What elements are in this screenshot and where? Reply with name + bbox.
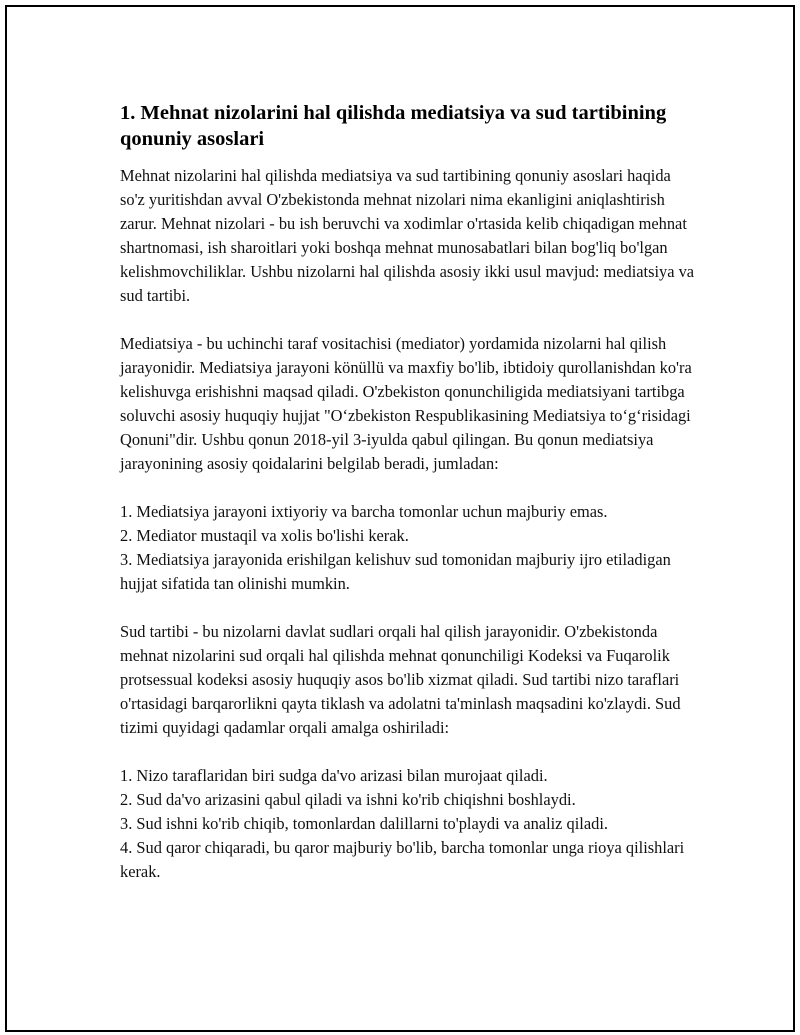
document-body bbox=[120, 100, 699, 884]
list-item: 4. Sud qaror chiqaradi, bu qaror majburiy bo'lib, barcha tomonlar unga rioya qilishlari kerak. bbox=[120, 838, 685, 881]
mediation-rules-list bbox=[120, 500, 695, 596]
court-paragraph: Sud tartibi - bu nizolarni davlat sudlari orqali hal qilish jarayonidir. O'zbekistonda mehnat nizolarini sud orqali hal qilishda mehnat qonunchiligi Kodeksi va Fuqarolik protsessual kodeksi asosiy huquqiy asos bo'lib xizmat qiladi. Sud tartibi nizo taraflari o'rtasidagi barqarorlikni qayta tiklash va adolatni ta'minlash maqsadini ko'zlaydi. Sud tizimi quyidagi qadamlar orqali amalga oshiriladi: bbox=[120, 622, 685, 737]
section-heading: 1. Mehnat nizolarini hal qilishda mediatsiya va sud tartibining qonuniy asoslari bbox=[120, 102, 667, 150]
list-item: 2. Sud da'vo arizasini qabul qiladi va ishni ko'rib chiqishni boshlaydi. bbox=[120, 790, 576, 809]
paragraph-gap bbox=[120, 308, 695, 332]
paragraph-gap bbox=[120, 740, 695, 764]
page-frame bbox=[5, 5, 795, 1032]
mediation-paragraph: Mediatsiya - bu uchinchi taraf vositachisi (mediator) yordamida nizolarni hal qilish jarayonidir. Mediatsiya jarayoni könüllü va maxfiy bo'lib, ibtidoiy qurollanishdan ko'ra kelishuvga erishishni maqsad qiladi. O'zbekiston qonunchiligida mediatsiyani tartibga soluvchi asosiy huquqiy hujjat "O‘zbekiston Respublikasining Mediatsiya to‘g‘risidagi Qonuni"dir. Ushbu qonun 2018-yil 3-iyulda qabul qilingan. Bu qonun mediatsiya jarayonining asosiy qoidalarini belgilab beradi, jumladan: bbox=[120, 334, 696, 473]
court-steps-list bbox=[120, 764, 695, 884]
paragraph-gap bbox=[120, 596, 695, 620]
list-item: 1. Mediatsiya jarayoni ixtiyoriy va barcha tomonlar uchun majburiy emas. bbox=[120, 502, 608, 521]
paragraph-gap bbox=[120, 476, 695, 500]
list-item: 2. Mediator mustaqil va xolis bo'lishi kerak. bbox=[120, 526, 409, 545]
intro-paragraph: Mehnat nizolarini hal qilishda mediatsiya va sud tartibining qonuniy asoslari haqida so'z yuritishdan avval O'zbekistonda mehnat nizolari nima ekanligini aniqlashtirish zarur. Mehnat nizolari - bu ish beruvchi va xodimlar o'rtasida kelib chiqadigan mehnat shartnomasi, ish sharoitlari yoki boshqa mehnat munosabatlari bilan bog'liq bo'lgan kelishmovchiliklar. Ushbu nizolarni hal qilishda asosiy ikki usul mavjud: mediatsiya va sud tartibi. bbox=[120, 166, 699, 305]
list-item: 1. Nizo taraflaridan biri sudga da'vo arizasi bilan murojaat qiladi. bbox=[120, 766, 548, 785]
list-item: 3. Sud ishni ko'rib chiqib, tomonlardan dalillarni to'playdi va analiz qiladi. bbox=[120, 814, 608, 833]
list-item: 3. Mediatsiya jarayonida erishilgan kelishuv sud tomonidan majburiy ijro etiladigan hujjat sifatida tan olinishi mumkin. bbox=[120, 550, 671, 593]
